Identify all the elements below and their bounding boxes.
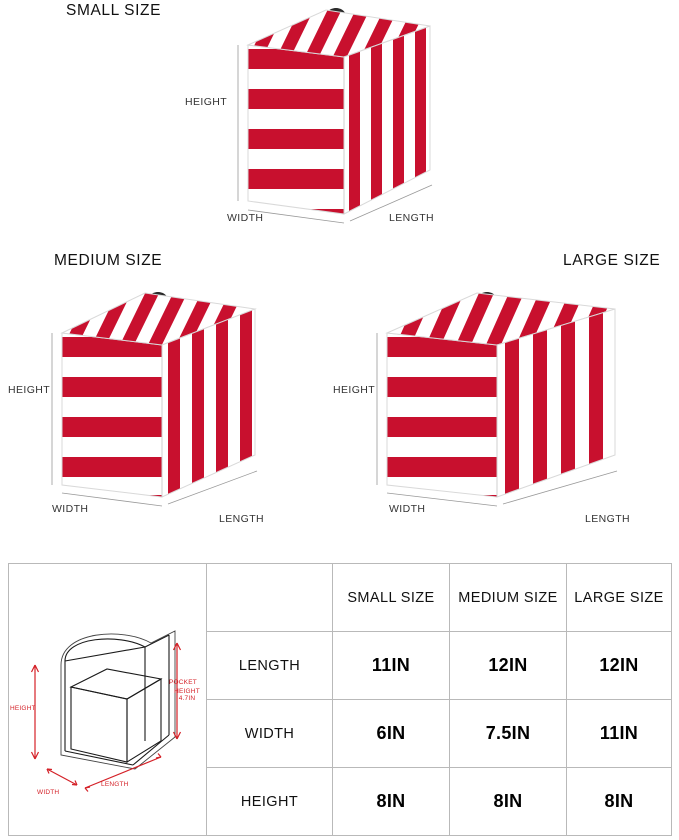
dim-label-length-large: LENGTH [585,513,630,525]
technical-drawing [9,569,205,831]
cell-height-large: 8IN [567,768,672,836]
cell-length-large: 12IN [567,632,672,700]
dim-label-length-small: LENGTH [389,212,434,224]
tech-label-height: HEIGHT [10,704,36,712]
table-header-small: SMALL SIZE [333,564,450,632]
product-image-medium [40,275,305,520]
table-header-large: LARGE SIZE [567,564,672,632]
cell-width-small: 6IN [333,700,450,768]
dim-label-length-medium: LENGTH [219,513,264,525]
tech-label-width: WIDTH [37,788,60,796]
cell-width-large: 11IN [567,700,672,768]
dim-label-width-small: WIDTH [227,212,264,224]
dim-label-width-medium: WIDTH [52,503,89,515]
dim-label-height-large: HEIGHT [333,384,376,396]
product-image-small [218,5,468,230]
row-label-width: WIDTH [207,700,333,768]
row-label-height: HEIGHT [207,768,333,836]
cell-height-small: 8IN [333,768,450,836]
row-label-length: LENGTH [207,632,333,700]
tech-label-pocket-height: HEIGHT 4.7IN [174,687,200,702]
tech-label-length: LENGTH [101,780,129,788]
dim-label-width-large: WIDTH [389,503,426,515]
table-corner-cell [207,564,333,632]
cell-length-medium: 12IN [450,632,567,700]
dim-label-height-small: HEIGHT [185,96,228,108]
table-header-row [9,564,672,632]
table-header-medium: MEDIUM SIZE [450,564,567,632]
product-image-large [365,275,655,520]
technical-drawing-cell [9,564,207,836]
section-title-medium: MEDIUM SIZE [54,252,163,269]
section-title-large: LARGE SIZE [563,252,661,269]
tech-label-pocket: POCKET [169,678,197,686]
section-title-small: SMALL SIZE [66,2,162,19]
specification-table [8,563,672,836]
dim-label-height-medium: HEIGHT [8,384,51,396]
cell-height-medium: 8IN [450,768,567,836]
cell-length-small: 11IN [333,632,450,700]
cell-width-medium: 7.5IN [450,700,567,768]
